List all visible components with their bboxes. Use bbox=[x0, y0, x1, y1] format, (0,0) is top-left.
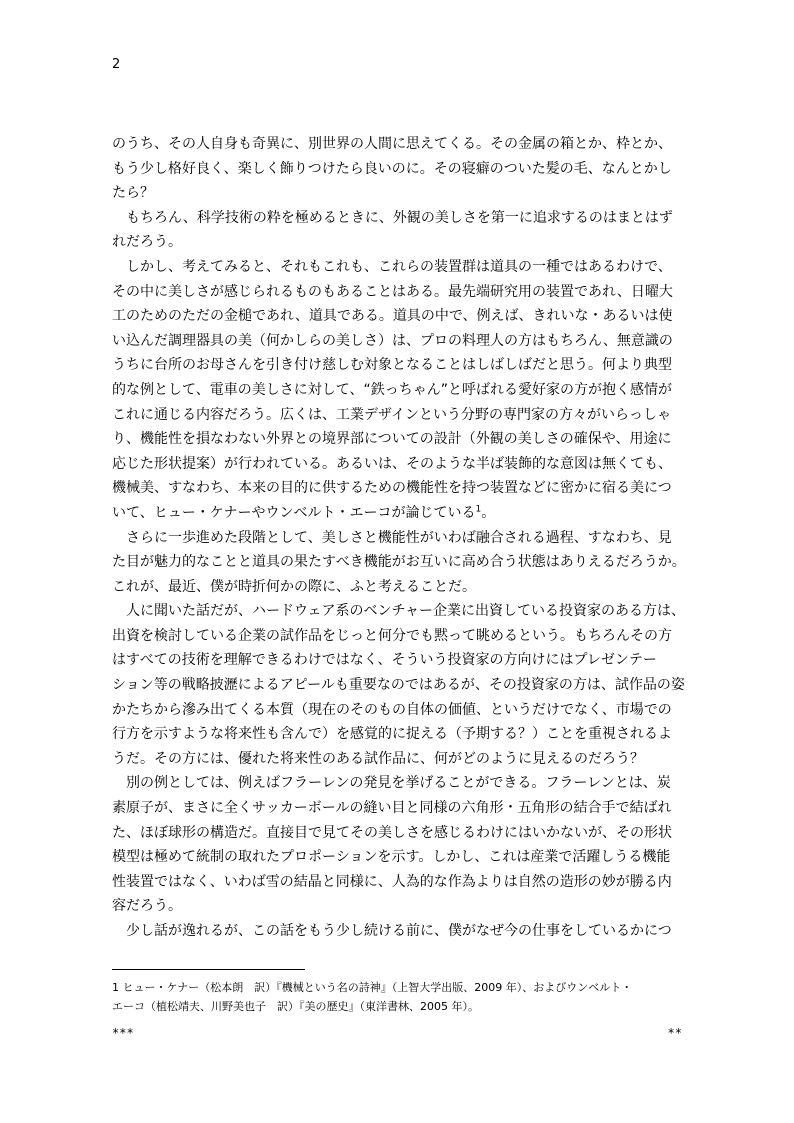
text-line: 別の例としては、例えばフラーレンの発見を挙げることができる。フラーレンとは、炭 bbox=[126, 775, 671, 792]
text-line: さらに一歩進めた段階として、美しさと機能性がいわば融合される過程、すなわち、見 bbox=[126, 529, 672, 546]
text-line-content: いて、ヒュー・ケナーやウンベルト・エーコが論じている bbox=[112, 504, 476, 521]
text-line: 性装置ではなく、いわば雪の結晶と同様に、人為的な作為よりは自然の造形の妙が勝る内 bbox=[112, 873, 672, 890]
footer-left-marker: *** bbox=[112, 1026, 134, 1040]
text-line bbox=[112, 501, 687, 526]
text-line: これが、最近、僕が時折何かの際に、ふと考えることだ。 bbox=[112, 578, 476, 595]
text-line: 出資を検討している企業の試作品をじっと何分でも黙って眺めるという。もちろんその方 bbox=[112, 627, 672, 644]
text-line: 的な例として、電車の美しさに対して、“鉄っちゃん”と呼ばれる愛好家の方が抱く感情が bbox=[112, 381, 672, 398]
text-line: のうち、その人自身も奇異に、別世界の人間に思えてくる。その金属の箱とか、枠とか、 bbox=[112, 136, 672, 152]
page-number: 2 bbox=[112, 57, 121, 72]
text-line: た目が魅力的なことと道具の果たすべき機能がお互いに高め合う状態はありえるだろうか。 bbox=[112, 554, 686, 571]
text-line: 素原子が、まさに全くサッカーボールの縫い目と同様の六角形・五角形の結合手で結ばれ bbox=[112, 800, 672, 817]
text-line: た、ほぼ球形の構造だ。直接目で見てその美しさを感じるわけにはいかないが、その形状 bbox=[112, 824, 672, 841]
text-line: たら？ bbox=[112, 185, 154, 202]
text-line: 少し話が逸れるが、この話をもう少し続ける前に、僕がなぜ今の仕事をしているかにつ bbox=[126, 923, 672, 939]
text-line: れだろう。 bbox=[112, 234, 182, 251]
text-line: 容だろう。 bbox=[112, 898, 182, 915]
text-line: ション等の戦略披瀝によるアピールも重要なのではあるが、その投資家の方は、試作品の姿 bbox=[112, 677, 685, 694]
footnote bbox=[112, 978, 687, 1016]
footnote-divider bbox=[112, 969, 305, 970]
text-line: 応じた形状提案）が行われている。あるいは、そのような半ば装飾的な意図は無くても、 bbox=[112, 455, 672, 472]
text-line: 工のためのただの金槌であれ、道具である。道具の中で、例えば、きれいな・あるいは使 bbox=[112, 308, 673, 325]
text-line: これに通じる内容だろう。広くは、工業デザインという分野の専門家の方々がいらっしゃ bbox=[112, 406, 672, 423]
footer-right-marker: ** bbox=[667, 1026, 682, 1040]
text-line: うだ。その方には、優れた将来性のある試作品に、何がどのように見えるのだろう？ bbox=[112, 750, 644, 767]
text-line: その中に美しさが感じられるものもあることはある。最先端研究用の装置であれ、日曜大 bbox=[112, 283, 673, 300]
body-text bbox=[112, 132, 687, 944]
footnote-reference[interactable]: 1 bbox=[475, 504, 482, 515]
text-line: 機械美、すなわち、本来の目的に供するための機能性を持つ装置などに密かに宿る美につ bbox=[112, 480, 672, 497]
text-line: 行方を示すような将来性も含んで）を感覚的に捉える（予期する？）ことを重視されるよ bbox=[112, 726, 672, 743]
text-line: うちに台所のお母さんを引き付け慈しむ対象となることはしばしばだと思う。何より典型 bbox=[112, 357, 672, 374]
text-line: い込んだ調理器具の美（何かしらの美しさ）は、プロの料理人の方はもちろん、無意識の bbox=[112, 332, 673, 349]
text-line: 模型は極めて統制の取れたプロポーションを示す。しかし、これは産業で活躍しうる機能 bbox=[112, 849, 671, 866]
text-line: もう少し格好良く、楽しく飾りつけたら良いのに。その寝癖のついた髪の毛、なんとかし bbox=[112, 160, 672, 177]
text-line: かたちから滲み出てくる本質（現在のそのもの自体の価値、というだけでなく、市場での bbox=[112, 701, 672, 718]
text-line: り、機能性を損なわない外界との境界部についての設計（外観の美しさの確保や、用途に bbox=[112, 431, 672, 448]
footnote-line: エーコ（植松靖夫、川野美也子 訳）『美の歴史』（東洋書林、2005 年）。 bbox=[112, 1000, 479, 1013]
text-line-tail: 。 bbox=[481, 504, 496, 521]
text-line: 人に聞いた話だが、ハードウェア系のベンチャー企業に出資している投資家のある方は、 bbox=[126, 603, 686, 620]
text-line: しかし、考えてみると、それもこれも、これらの装置群は道具の一種ではあるわけで、 bbox=[126, 258, 672, 275]
footnote-line: 1 ヒュー・ケナー（松本朗 訳）『機械という名の詩神』（上智大学出版、2009 年）、およびウンベルト・ bbox=[112, 981, 633, 994]
text-line: もちろん、科学技術の粋を極めるときに、外観の美しさを第一に追求するのはまとはず bbox=[126, 209, 673, 226]
text-line: はすべての技術を理解できるわけではなく、そういう投資家の方向けにはプレゼンテー bbox=[112, 652, 657, 669]
